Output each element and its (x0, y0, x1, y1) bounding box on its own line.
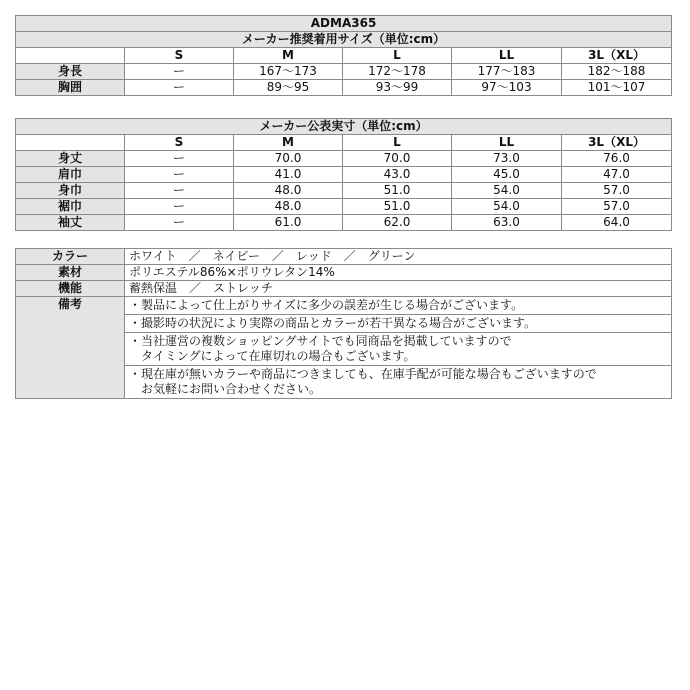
note-line-continued: お気軽にお問い合わせください。 (141, 382, 322, 396)
header-corner (16, 135, 125, 151)
size-header-ll: LL (452, 48, 562, 64)
recommended-size-table (15, 15, 672, 96)
cell: 76.0 (562, 151, 672, 167)
cell: 70.0 (234, 151, 343, 167)
row-label-body-width: 身巾 (16, 183, 125, 199)
table-row (16, 281, 672, 297)
table-row (16, 151, 672, 167)
size-header-m: M (234, 135, 343, 151)
actual-measurement-table (15, 118, 672, 231)
row-label-height: 身長 (16, 64, 125, 80)
actual-measurement-title: メーカー公表実寸（単位:cm） (16, 119, 672, 135)
row-label-body-length: 身丈 (16, 151, 125, 167)
size-header-m: M (234, 48, 343, 64)
table-row (16, 249, 672, 265)
cell: 70.0 (343, 151, 452, 167)
cell: 57.0 (562, 183, 672, 199)
note-line-continued: タイミングによって在庫切れの場合もございます。 (141, 349, 416, 363)
cell: 64.0 (562, 215, 672, 231)
cell: 54.0 (452, 199, 562, 215)
table-row (16, 297, 672, 399)
product-code: ADMA365 (16, 16, 672, 32)
note-item (125, 366, 671, 398)
size-header-l: L (343, 135, 452, 151)
header-corner (16, 48, 125, 64)
row-label-shoulder-width: 肩巾 (16, 167, 125, 183)
size-header-ll: LL (452, 135, 562, 151)
cell: 73.0 (452, 151, 562, 167)
product-spec-table (15, 248, 672, 399)
notes-label: 備考 (16, 297, 125, 399)
table-row (16, 199, 672, 215)
cell: ー (125, 64, 234, 80)
function-label: 機能 (16, 281, 125, 297)
size-header-3l: 3L（XL） (562, 135, 672, 151)
size-header-s: S (125, 48, 234, 64)
row-label-sleeve-length: 袖丈 (16, 215, 125, 231)
cell: 41.0 (234, 167, 343, 183)
cell: 47.0 (562, 167, 672, 183)
color-value: ホワイト ／ ネイビー ／ レッド ／ グリーン (125, 249, 672, 265)
table-row (16, 167, 672, 183)
note-line: ・当社運営の複数ショッピングサイトでも同商品を掲載していますので (129, 334, 512, 348)
table-row (16, 215, 672, 231)
cell: 89〜95 (234, 80, 343, 96)
cell: 97〜103 (452, 80, 562, 96)
table-row (16, 265, 672, 281)
cell: 45.0 (452, 167, 562, 183)
color-label: カラー (16, 249, 125, 265)
material-value: ポリエステル86%×ポリウレタン14% (125, 265, 672, 281)
size-header-l: L (343, 48, 452, 64)
cell: 167〜173 (234, 64, 343, 80)
notes-list (125, 297, 672, 399)
cell: 93〜99 (343, 80, 452, 96)
cell: 51.0 (343, 183, 452, 199)
note-item (125, 333, 671, 366)
note-line: ・製品によって仕上がりサイズに多少の誤差が生じる場合がございます。 (129, 298, 524, 312)
note-line: ・現在庫が無いカラーや商品につきましても、在庫手配が可能な場合もございますので (129, 367, 597, 381)
cell: 51.0 (343, 199, 452, 215)
size-header-3l: 3L（XL） (562, 48, 672, 64)
cell: 43.0 (343, 167, 452, 183)
cell: 63.0 (452, 215, 562, 231)
recommended-size-title: メーカー推奨着用サイズ（単位:cm） (16, 32, 672, 48)
cell: 101〜107 (562, 80, 672, 96)
cell: ー (125, 183, 234, 199)
material-label: 素材 (16, 265, 125, 281)
size-header-s: S (125, 135, 234, 151)
note-item (125, 297, 671, 315)
function-value: 蓄熱保温 ／ ストレッチ (125, 281, 672, 297)
cell: 48.0 (234, 199, 343, 215)
cell: ー (125, 167, 234, 183)
row-label-chest: 胸囲 (16, 80, 125, 96)
row-label-hem-width: 裾巾 (16, 199, 125, 215)
table-row (16, 80, 672, 96)
note-item (125, 315, 671, 333)
table-row (16, 183, 672, 199)
cell: 62.0 (343, 215, 452, 231)
cell: 54.0 (452, 183, 562, 199)
note-line: ・撮影時の状況により実際の商品とカラーが若干異なる場合がございます。 (129, 316, 537, 330)
cell: 57.0 (562, 199, 672, 215)
cell: ー (125, 215, 234, 231)
cell: 182〜188 (562, 64, 672, 80)
cell: ー (125, 151, 234, 167)
table-row (16, 64, 672, 80)
cell: 61.0 (234, 215, 343, 231)
cell: 172〜178 (343, 64, 452, 80)
cell: 48.0 (234, 183, 343, 199)
cell: ー (125, 199, 234, 215)
cell: ー (125, 80, 234, 96)
cell: 177〜183 (452, 64, 562, 80)
